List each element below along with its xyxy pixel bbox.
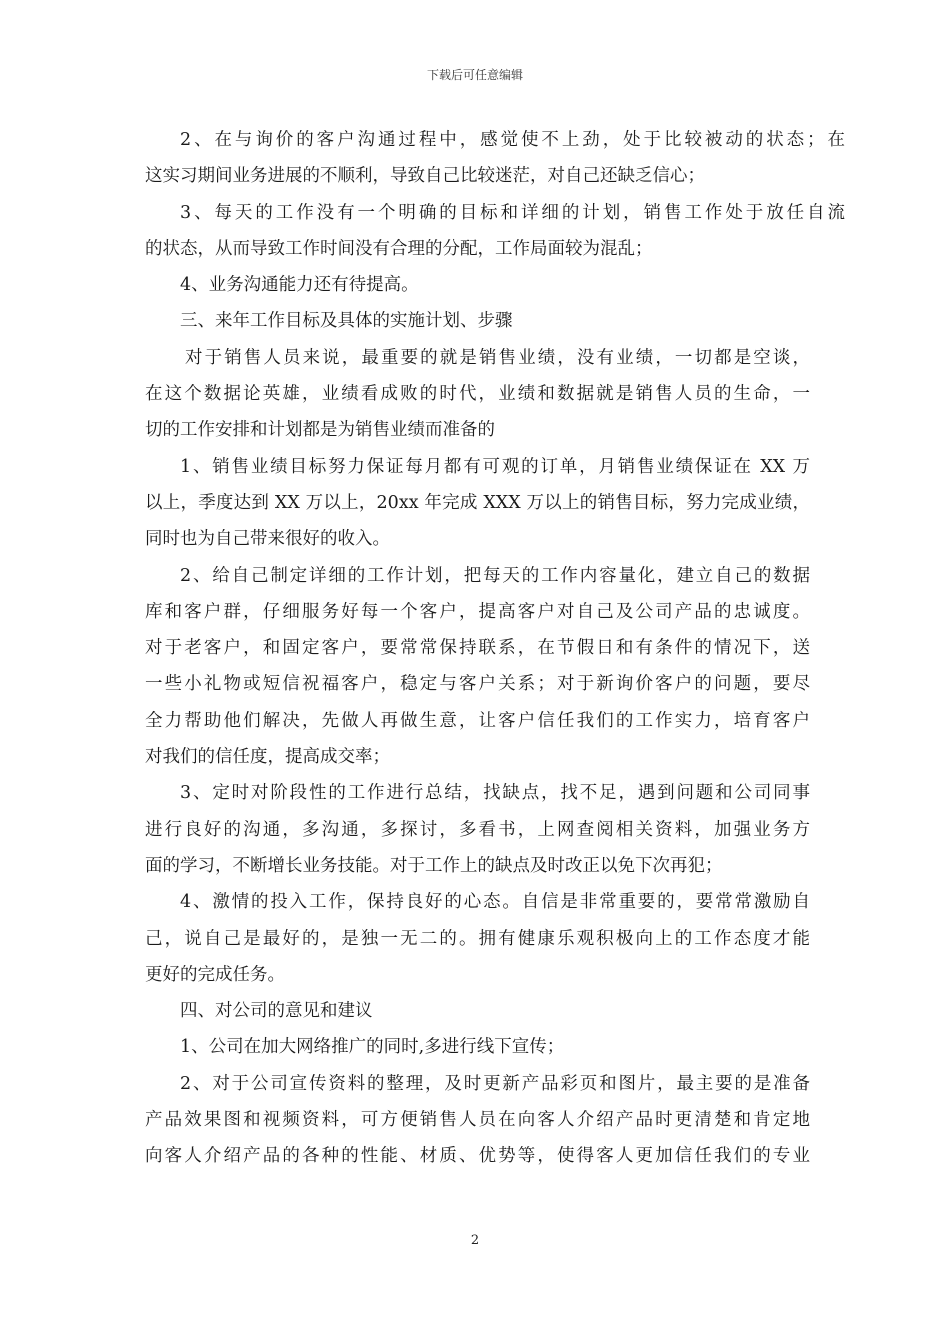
paragraph-line: 3、每天的工作没有一个明确的目标和详细的计划，销售工作处于放任自流: [180, 202, 845, 223]
paragraph-line: 2、在与询价的客户沟通过程中，感觉使不上劲，处于比较被动的状态；在: [180, 130, 845, 150]
paragraph-line: 向客人介绍产品的各种的性能、材质、优势等，使得客人更加信任我们的专业: [145, 1146, 810, 1167]
paragraph-line: 3、定时对阶段性的工作进行总结，找缺点，找不足，遇到问题和公司同事: [180, 783, 810, 804]
paragraph-line: 的状态，从而导致工作时间没有合理的分配，工作局面较为混乱；: [145, 238, 653, 259]
paragraph-line: 1、销售业绩目标努力保证每月都有可观的订单，月销售业绩保证在 XX 万: [180, 456, 810, 477]
paragraph-line: 库和客户群，仔细服务好每一个客户，提高客户对自己及公司产品的忠诚度。: [145, 601, 810, 622]
paragraph-line: 全力帮助他们解决，先做人再做生意，让客户信任我们的工作实力，培育客户: [145, 710, 810, 731]
paragraph-line: 一些小礼物或短信祝福客户，稳定与客户关系；对于新询价客户的问题，要尽: [145, 674, 810, 695]
paragraph-line: 产品效果图和视频资料，可方便销售人员在向客人介绍产品时更清楚和肯定地: [145, 1110, 810, 1131]
paragraph-line: 对于老客户，和固定客户，要常常保持联系，在节假日和有条件的情况下，送: [145, 638, 810, 659]
paragraph-line: 2、给自己制定详细的工作计划，把每天的工作内容量化，建立自己的数据: [180, 565, 810, 586]
paragraph-line: 进行良好的沟通，多沟通，多探讨，多看书，上网查阅相关资料，加强业务方: [145, 819, 810, 840]
paragraph-line: 4、激情的投入工作，保持良好的心态。自信是非常重要的，要常常激励自: [180, 892, 810, 913]
paragraph-line: 对我们的信任度，提高成交率；: [145, 747, 390, 768]
section-heading: 四、对公司的意见和建议: [180, 1001, 373, 1022]
page-header: 下载后可任意编辑: [426, 68, 523, 82]
paragraph-line: 对于销售人员来说，最重要的就是销售业绩，没有业绩，一切都是空谈，: [185, 347, 810, 368]
paragraph-line: 己，说自己是最好的，是独一无二的。拥有健康乐观积极向上的工作态度才能: [145, 928, 810, 949]
section-heading: 三、来年工作目标及具体的实施计划、步骤: [180, 311, 513, 332]
paragraph-line: 面的学习，不断增长业务技能。对于工作上的缺点及时改正以免下次再犯；: [145, 855, 723, 876]
paragraph-line: 切的工作安排和计划都是为销售业绩而准备的: [145, 420, 495, 441]
page-number: 2: [470, 1233, 480, 1248]
paragraph-line: 1、公司在加大网络推广的同时,多进行线下宣传；: [180, 1037, 565, 1058]
paragraph-line: 以上，季度达到 XX 万以上，20xx 年完成 XXX 万以上的销售目标，努力完成业绩，: [145, 492, 810, 513]
paragraph-line: 2、对于公司宣传资料的整理，及时更新产品彩页和图片，最主要的是准备: [180, 1073, 810, 1094]
document-body: [145, 122, 845, 1175]
paragraph-line: 这实习期间业务进展的不顺利，导致自己比较迷茫，对自己还缺乏信心；: [145, 166, 705, 187]
paragraph-line: 更好的完成任务。: [145, 964, 285, 985]
paragraph-line: 在这个数据论英雄，业绩看成败的时代，业绩和数据就是销售人员的生命，一: [145, 384, 810, 405]
paragraph-line: 4、业务沟通能力还有待提高。: [180, 275, 419, 296]
paragraph-line: 同时也为自己带来很好的收入。: [145, 529, 390, 550]
